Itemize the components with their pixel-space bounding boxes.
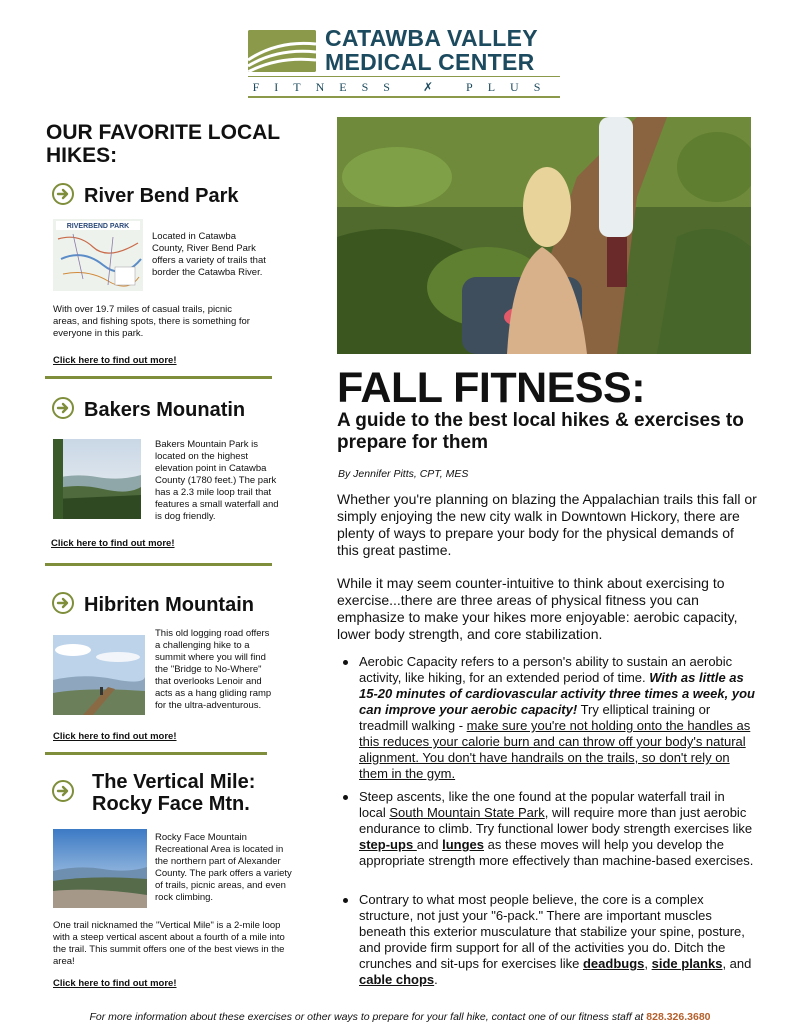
bullet-core-e: , and	[722, 956, 752, 971]
logo-subtitle: FITNESS ✗ PLUS	[252, 80, 556, 94]
bullet-strength-a: Steep ascents, like the one found at the popular waterfall trail in local	[359, 789, 725, 820]
logo-waves-icon	[248, 30, 316, 72]
hike-desc-hibriten: This old logging road offers a challenging hike to a summit where you will find the "Bridge to No-Where" that overlooks Lenoir and acts as a hang gliding ramp for the ultra-adventurous.	[155, 628, 272, 711]
section-divider	[45, 376, 272, 379]
bullet-core-g: .	[434, 972, 438, 987]
bullet-aerobic-a: Aerobic Capacity refers to a person's ability to sustain an aerobic activity, like hiking, for an extended period of time.	[359, 654, 733, 685]
logo-line1: CATAWBA VALLEY	[325, 25, 538, 51]
hibriten-mountain-image	[53, 635, 145, 715]
side-planks-link[interactable]: side planks	[651, 956, 723, 971]
bullet-core-c: ,	[644, 956, 652, 971]
logo-divider	[248, 76, 560, 77]
hike-desc-rocky-face: Rocky Face Mountain Recreational Area is located in the northern part of Alexander County. The park offers a variety of trails, picnic areas, and even rock climbing.	[155, 832, 292, 903]
lunges-link[interactable]: lunges	[442, 837, 485, 852]
hike-title-bakers: Bakers Mounatin	[84, 399, 246, 421]
sidebar-heading: OUR FAVORITE LOCAL HIKES:	[46, 121, 280, 167]
hike-more-river-bend: With over 19.7 miles of casual trails, picnic areas, and fishing spots, there is something for everyone in this park.	[53, 304, 250, 339]
hike-title-rocky-face	[92, 771, 292, 815]
step-ups-link[interactable]: step-ups	[359, 837, 417, 852]
main-subtitle: A guide to the best local hikes & exercises to prepare for them	[337, 410, 744, 453]
hike-title-river-bend: River Bend Park	[84, 185, 239, 207]
main-title: FALL FITNESS:	[337, 364, 646, 412]
logo-title	[325, 26, 565, 74]
byline: By Jennifer Pitts, CPT, MES	[338, 468, 469, 480]
logo-line2: MEDICAL CENTER	[325, 49, 535, 75]
bullet-strength-g: as these moves will help you develop the appropriate strength more effectively than machine-based exercises.	[359, 837, 754, 868]
south-mountain-link[interactable]: South Mountain State Park	[389, 805, 545, 820]
bullet-core	[359, 892, 755, 988]
footer-phone[interactable]: 828.326.3680	[646, 1011, 711, 1023]
hike-link-rocky-face[interactable]: Click here to find out more!	[53, 978, 177, 989]
bullet-dot	[343, 898, 348, 903]
footer-text: For more information about these exercises or other ways to prepare for your fall hike, contact one of our fitness staff at	[89, 1011, 647, 1023]
logo-divider-bottom	[248, 96, 560, 98]
bullet-strength-e: and	[416, 837, 443, 852]
bakers-mountain-image	[53, 439, 141, 519]
hike-link-river-bend[interactable]: Click here to find out more!	[53, 355, 177, 366]
hike-link-hibriten[interactable]: Click here to find out more!	[53, 731, 177, 742]
hike-title-hibriten: Hibriten Mountain	[84, 594, 254, 616]
river-bend-map-image	[53, 219, 143, 291]
arrow-circle-icon	[52, 183, 74, 205]
cable-chops-link[interactable]: cable chops	[359, 972, 435, 987]
hike-title-line2: Rocky Face Mtn.	[92, 793, 250, 815]
deadbugs-link[interactable]: deadbugs	[582, 956, 645, 971]
map-title: RIVERBEND PARK	[66, 223, 130, 230]
section-divider	[45, 563, 272, 566]
intro-paragraph: Whether you're planning on blazing the Appalachian trails this fall or simply enjoying the new city walk in Downtown Hickory, there are plenty of ways to prepare your body for the physical demands of this great pastime.	[337, 491, 757, 558]
bullet-strength-c: , will require more than just aerobic endurance to climb. Try functional lower body strength exercises like	[359, 805, 753, 836]
hike-title-line1: The Vertical Mile:	[92, 771, 256, 793]
hike-more-rocky-face: One trail nicknamed the "Vertical Mile" is a 2-mile loop with a steep vertical ascent about a fourth of a mile into the trail. This summit offers one of the best views in the area!	[53, 920, 285, 967]
hike-desc-bakers: Bakers Mountain Park is located on the highest elevation point in Catawba County (1780 feet.) The park has a 2.3 mile loop trail that features a small waterfall and is dog friendly.	[155, 439, 279, 522]
arrow-circle-icon	[52, 592, 74, 614]
bullet-aerobic-d: make sure you're not holding onto the handles as this reduces your calorie burn and can throw off your body's natural alignment. You don't have handrails on the trails, so don't rely on them in the gym.	[359, 718, 751, 781]
bullet-aerobic	[359, 654, 755, 782]
arrow-circle-icon	[52, 397, 74, 419]
hike-desc-river-bend: Located in Catawba County, River Bend Park offers a variety of trails that border the Catawba River.	[152, 231, 266, 278]
section-divider	[45, 752, 267, 755]
footer	[0, 1011, 800, 1023]
bullet-dot	[343, 795, 348, 800]
bullet-strength	[359, 789, 755, 869]
bullet-dot	[343, 660, 348, 665]
bullet-aerobic-c: Try elliptical training or treadmill walking -	[359, 702, 711, 733]
second-paragraph: While it may seem counter-intuitive to think about exercising to exercise...there are three areas of physical fitness you can emphasize to make your hikes more enjoyable: aerobic capacity, lower body strength, and core stabilization.	[337, 575, 738, 642]
bullet-core-a: Contrary to what most people believe, the core is a complex structure, not just your "6-pack." There are important muscles beneath this exterior musculature that stabilize your spine, posture, and provide firm support for all of the activities you do. Ditch the crunches and sit-ups for exercises like	[359, 892, 745, 971]
hike-link-bakers[interactable]: Click here to find out more!	[51, 538, 175, 549]
hero-image	[337, 117, 751, 354]
arrow-circle-icon	[52, 780, 74, 802]
logo-mark	[248, 30, 316, 72]
bullet-aerobic-b: With as little as 15-20 minutes of cardiovascular activity three times a week, you can improve your aerobic capacity!	[359, 670, 755, 717]
rocky-face-image	[53, 829, 147, 908]
